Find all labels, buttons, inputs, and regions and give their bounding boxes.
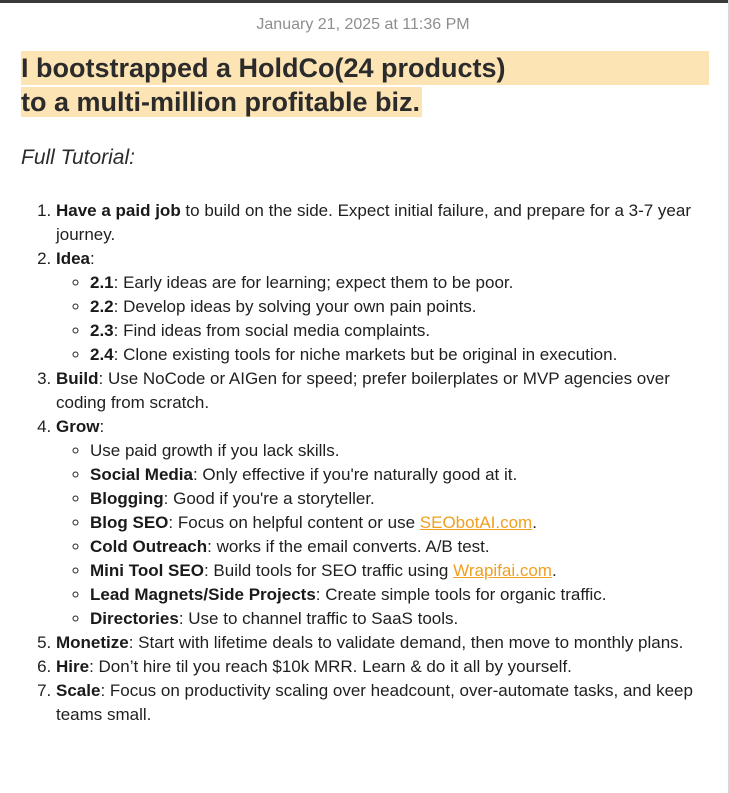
sub-item-mini-tool-seo: ◦ Mini Tool SEO: Build tools for SEO traffic using Wrapifai.com.	[90, 559, 720, 583]
sub-item-2-2: ◦ 2.2: Develop ideas by solving your own pain points.	[90, 295, 720, 319]
step-item-3: 3. Build: Use NoCode or AIGen for speed; prefer boilerplates or MVP agencies over coding from scratch.	[56, 367, 720, 415]
sub-item-lead-magnets: ◦ Lead Magnets/Side Projects: Create simple tools for organic traffic.	[90, 583, 720, 607]
window-top-border	[0, 0, 730, 3]
seobotai-link[interactable]: SEObotAI.com	[419, 513, 533, 532]
sub-item-2-3: ◦ 2.3: Find ideas from social media complaints.	[90, 319, 720, 343]
step-item-4: 4. Grow: ◦ Use paid growth if you lack skills. ◦ Social Media: Only effective if you're naturally good at it. ◦ Blogging: Good if you're a storyteller. ◦ Blog SEO: Focus on helpful content or use SEObotAI.com. ◦ Cold Outreach: works if the email converts. A/B test. ◦ Mini Tool SEO: Build tools for SEO traffic using Wrapifai.com. ◦ Lead Magnets/Side Projects: Create simple tools for organic traffic. ◦ Directories: Use to channel traffic to SaaS tools.	[56, 415, 720, 631]
title-line-1: I bootstrapped a HoldCo(24 products)	[21, 51, 711, 85]
sub-item-blogging: ◦ Blogging: Good if you're a storyteller.	[90, 487, 720, 511]
sub-item-2-1: ◦ 2.1: Early ideas are for learning; expect them to be poor.	[90, 271, 720, 295]
step-item-5: 5. Monetize: Start with lifetime deals to validate demand, then move to monthly plans.	[56, 631, 720, 655]
sub-item-2-4: ◦ 2.4: Clone existing tools for niche markets but be original in execution.	[90, 343, 720, 367]
idea-sublist	[56, 271, 720, 367]
sub-item-paid-growth: ◦ Use paid growth if you lack skills.	[90, 439, 720, 463]
sub-item-social-media: ◦ Social Media: Only effective if you're naturally good at it.	[90, 463, 720, 487]
note-subtitle: Full Tutorial:	[21, 146, 135, 169]
note-body	[0, 199, 720, 727]
step-item-1: 1. Have a paid job to build on the side. Expect initial failure, and prepare for a 3-7 year journey.	[56, 199, 720, 247]
wrapifai-link[interactable]: Wrapifai.com	[453, 561, 552, 580]
step-item-2: 2. Idea: ◦ 2.1: Early ideas are for learning; expect them to be poor. ◦ 2.2: Develop ideas by solving your own pain points. ◦ 2.3: Find ideas from social media complaints. ◦ 2.4: Clone existing tools for niche markets but be original in execution.	[56, 247, 720, 367]
steps-list	[0, 199, 720, 727]
title-line-2: to a multi-million profitable biz.	[21, 87, 420, 117]
step-item-6: 6. Hire: Don’t hire til you reach $10k MRR. Learn & do it all by yourself.	[56, 655, 720, 679]
note-title	[21, 51, 711, 119]
step-item-7: 7. Scale: Focus on productivity scaling over headcount, over-automate tasks, and keep teams small.	[56, 679, 720, 727]
sub-item-blog-seo: ◦ Blog SEO: Focus on helpful content or use SEObotAI.com.	[90, 511, 720, 535]
sub-item-directories: ◦ Directories: Use to channel traffic to SaaS tools.	[90, 607, 720, 631]
note-timestamp: January 21, 2025 at 11:36 PM	[256, 16, 470, 33]
sub-item-cold-outreach: ◦ Cold Outreach: works if the email converts. A/B test.	[90, 535, 720, 559]
grow-sublist	[56, 439, 720, 631]
